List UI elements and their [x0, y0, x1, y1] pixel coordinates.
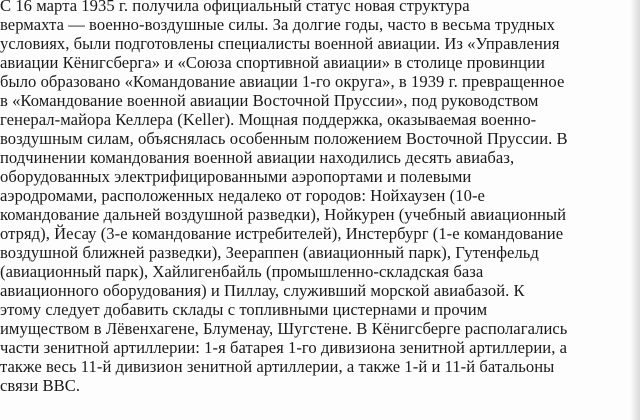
- text-line: части зенитной артиллерии: 1-я батарея 1-го дивизиона зенитной артиллерии, а: [0, 338, 568, 357]
- text-line: воздушной ближней разведки), Зеераппен (авиационный парк), Гутенфельд: [0, 243, 539, 262]
- text-line: оборудованных электрифицированными аэропортами и полевыми: [0, 167, 472, 186]
- text-line: также весь 11-й дивизион зенитной артиллерии, а также 1-й и 11-й батальоны: [0, 357, 555, 376]
- text-line: подчинении командования военной авиации находились десять авиабаз,: [0, 148, 515, 167]
- text-line: условиях, были подготовлены специалисты военной авиации. Из «Управления: [0, 34, 560, 53]
- text-line: вермахта — военно-воздушные силы. За долгие годы, часто в весьма трудных: [0, 15, 555, 34]
- text-line: связи ВВС.: [0, 376, 81, 395]
- text-line: в «Командование военной авиации Восточной Пруссии», под руководством: [0, 91, 539, 110]
- text-line: С 16 марта 1935 г. получила официальный статус новая структура: [0, 0, 470, 15]
- text-line: было образовано «Командование авиации 1-го округа», в 1939 г. превращенное: [0, 72, 565, 91]
- text-line: авиации Кёнигсберга» и «Союза спортивной авиации» в столице провинции: [0, 53, 545, 72]
- page-edge-shadow: [630, 0, 640, 420]
- text-line: отряд), Йесау (3-е командование истребителей), Инстербург (1-е командование: [0, 224, 564, 243]
- text-line: этому следует добавить склады с топливными цистернами и прочим: [0, 300, 488, 319]
- text-line: генерал-майора Келлера (Keller). Мощная поддержка, оказываемая военно-: [0, 110, 537, 129]
- text-line: (авиационный парк), Хайлигенбайль (промышленно-складская база: [0, 262, 484, 281]
- text-line: авиационного оборудования) и Пиллау, служивший морской авиабазой. К: [0, 281, 525, 300]
- text-line: аэродромами, расположенных недалеко от городов: Нойхаузен (10-е: [0, 186, 485, 205]
- text-line: имуществом в Лёвенхагене, Блуменау, Шугстене. В Кёнигсберге располагались: [0, 319, 568, 338]
- text-line: воздушным силам, объяснялась особенным положением Восточной Пруссии. В: [0, 129, 568, 148]
- text-line: командование дальней воздушной разведки), Нойкурен (учебный авиационный: [0, 205, 567, 224]
